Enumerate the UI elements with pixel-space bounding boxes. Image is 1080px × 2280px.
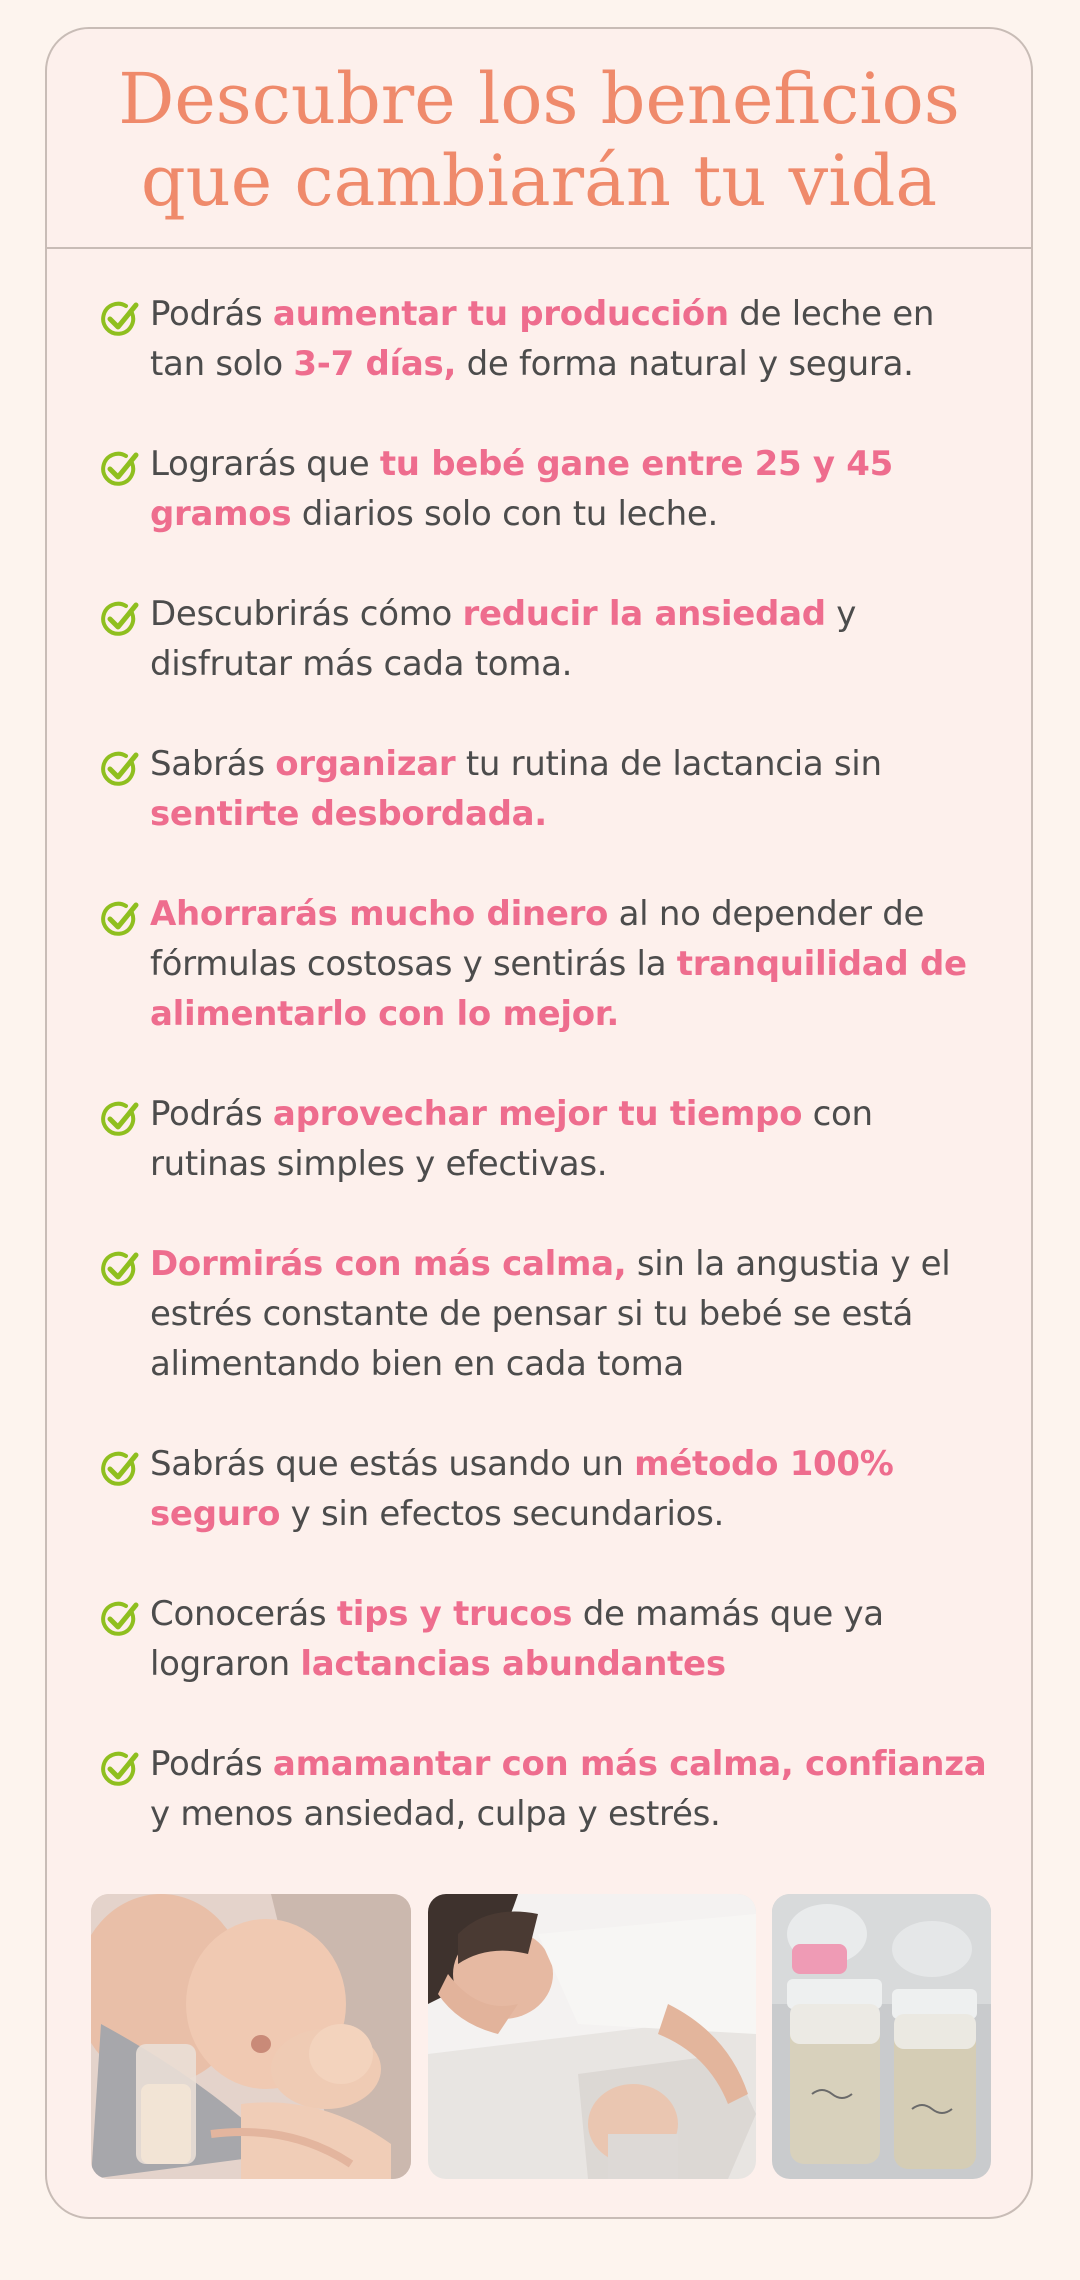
benefit-item	[99, 289, 999, 389]
benefit-item	[99, 1239, 999, 1389]
benefit-item	[99, 739, 999, 839]
breastfeeding-pumping-photo	[91, 1894, 411, 2179]
photo-strip	[91, 1894, 991, 2179]
check-circle-icon	[99, 599, 139, 639]
benefit-plain-text: de mamás que ya lograron	[150, 1594, 884, 1684]
benefit-highlight: tips y trucos	[336, 1594, 573, 1634]
title-line-1: Descubre los beneficios	[118, 58, 960, 140]
benefit-highlight: Ahorrarás mucho dinero	[150, 894, 609, 934]
benefit-item	[99, 439, 999, 539]
benefit-highlight: aumentar tu producción	[272, 294, 729, 334]
benefit-text	[150, 1239, 999, 1389]
title-line-2: que cambiarán tu vida	[140, 140, 938, 222]
benefit-plain-text: tu rutina de lactancia sin	[455, 744, 882, 784]
check-circle-icon	[99, 1749, 139, 1789]
benefit-item	[99, 1089, 999, 1189]
benefit-highlight: aprovechar mejor tu tiempo	[272, 1094, 803, 1134]
benefit-item	[99, 889, 999, 1039]
benefit-highlight: reducir la ansiedad	[462, 594, 826, 634]
benefit-plain-text: Sabrás que estás usando un	[150, 1444, 635, 1484]
benefit-plain-text: de leche en tan solo	[150, 294, 935, 384]
benefit-plain-text: de forma natural y segura.	[456, 344, 914, 384]
benefit-plain-text: Conocerás	[150, 1594, 337, 1634]
benefit-text	[150, 1739, 999, 1839]
benefit-plain-text: Descubrirás cómo	[150, 594, 463, 634]
check-circle-icon	[99, 899, 139, 939]
benefit-item	[99, 1739, 999, 1839]
benefit-plain-text: Lograrás que	[150, 444, 380, 484]
benefit-plain-text: al no depender de fórmulas costosas y sentirás la	[150, 894, 925, 984]
benefit-plain-text: sin la angustia y el estrés constante de pensar si tu bebé se está alimentando bien en cada toma	[150, 1244, 951, 1384]
check-circle-icon	[99, 1099, 139, 1139]
benefit-plain-text: Podrás	[150, 1744, 273, 1784]
benefit-highlight: organizar	[275, 744, 456, 784]
check-circle-icon	[99, 1249, 139, 1289]
benefit-highlight: tranquilidad de alimentarlo con lo mejor.	[150, 944, 967, 1034]
benefit-highlight: método 100% seguro	[150, 1444, 894, 1534]
benefit-plain-text: y disfrutar más cada toma.	[150, 594, 857, 684]
mother-lying-with-baby-photo	[428, 1894, 756, 2179]
page-title	[118, 58, 960, 222]
benefit-highlight: 3-7 días,	[293, 344, 457, 384]
check-circle-icon	[99, 1599, 139, 1639]
benefits-card	[45, 27, 1033, 2219]
benefit-highlight: Dormirás con más calma,	[150, 1244, 627, 1284]
benefit-plain-text: y menos ansiedad, culpa y estrés.	[150, 1794, 721, 1834]
benefit-plain-text: con rutinas simples y efectivas.	[150, 1094, 873, 1184]
benefit-text	[150, 1089, 999, 1189]
benefit-item	[99, 589, 999, 689]
breastmilk-jars-photo	[772, 1894, 991, 2179]
benefit-highlight: lactancias abundantes	[300, 1644, 726, 1684]
benefit-highlight: amamantar con más calma, confianza	[272, 1744, 987, 1784]
card-header	[47, 29, 1031, 249]
benefit-highlight: sentirte desbordada.	[150, 794, 547, 834]
benefit-text	[150, 289, 999, 389]
benefit-plain-text: Sabrás	[150, 744, 276, 784]
benefit-plain-text: diarios solo con tu leche.	[291, 494, 719, 534]
benefit-plain-text: Podrás	[150, 1094, 273, 1134]
benefit-item	[99, 1589, 999, 1689]
benefit-text	[150, 739, 999, 839]
check-circle-icon	[99, 449, 139, 489]
check-circle-icon	[99, 1449, 139, 1489]
benefit-plain-text: Podrás	[150, 294, 273, 334]
benefit-item	[99, 1439, 999, 1539]
benefit-text	[150, 1439, 999, 1539]
benefit-text	[150, 589, 999, 689]
benefit-highlight: tu bebé gane entre 25 y 45 gramos	[150, 444, 894, 534]
check-circle-icon	[99, 749, 139, 789]
benefit-plain-text: y sin efectos secundarios.	[280, 1494, 725, 1534]
check-circle-icon	[99, 299, 139, 339]
benefit-text	[150, 889, 999, 1039]
benefit-text	[150, 439, 999, 539]
benefit-text	[150, 1589, 999, 1689]
